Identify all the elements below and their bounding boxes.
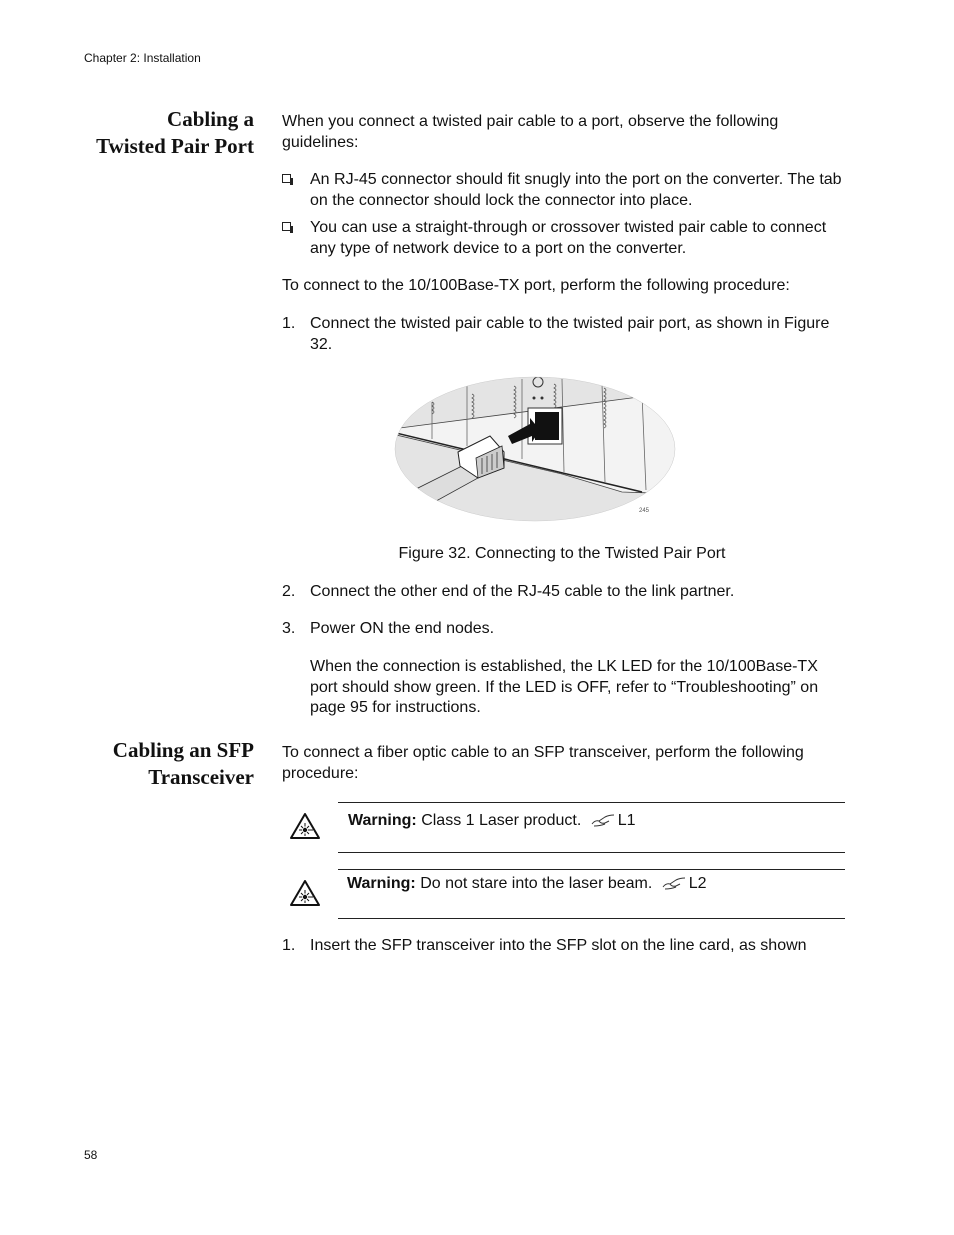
laser-warning-icon	[289, 812, 321, 840]
step-text: Connect the other end of the RJ-45 cable to the link partner.	[310, 583, 735, 600]
step-number: 2.	[282, 583, 296, 600]
heading-line-2: Transceiver	[148, 765, 254, 789]
heading-line-1: Cabling an SFP	[112, 738, 254, 762]
warning-label: Warning:	[347, 875, 416, 892]
step-3-note: When the connection is established, the LK LED for the 10/100Base-TX port should show green. If the LED is OFF, refer to “Troubleshooting” on page 95 for instructions.	[310, 658, 819, 716]
warning-code: L1	[617, 812, 636, 829]
sfp-intro: To connect a fiber optic cable to an SFP transceiver, perform the following procedure:	[282, 744, 804, 782]
pointing-hand-icon	[590, 813, 616, 827]
warning-top-rule	[338, 869, 845, 870]
warning-text	[348, 811, 845, 831]
step-number: 1.	[282, 937, 296, 954]
figure-id-label: 245	[639, 508, 650, 514]
section-heading-sfp	[40, 737, 254, 791]
step-text: Power ON the end nodes.	[310, 620, 495, 637]
step-number: 3.	[282, 620, 296, 637]
bullet-text: You can use a straight-through or crossover twisted pair cable to connect any type of network device to a port on the converter.	[310, 219, 827, 257]
warning-code: L2	[688, 875, 707, 892]
step-number: 1.	[282, 315, 296, 332]
heading-line-2: Twisted Pair Port	[96, 134, 254, 158]
section-heading-twisted-pair	[40, 106, 254, 160]
rj45-connection-figure	[392, 374, 682, 524]
warning-label: Warning:	[348, 812, 417, 829]
running-header: Chapter 2: Installation	[84, 51, 201, 65]
warning-text	[347, 874, 844, 894]
checkbox-bullet-icon	[282, 174, 291, 183]
heading-line-1: Cabling a	[167, 107, 254, 131]
warning-bottom-rule	[338, 918, 845, 919]
warning-message: Class 1 Laser product.	[421, 812, 582, 829]
figure-caption: Figure 32. Connecting to the Twisted Pair Port	[398, 545, 726, 562]
warning-message: Do not stare into the laser beam.	[420, 875, 653, 892]
pointing-hand-icon	[661, 876, 687, 890]
twisted-pair-intro: When you connect a twisted pair cable to a port, observe the following guidelines:	[282, 113, 779, 151]
warning-bottom-rule	[338, 852, 845, 853]
step-text: Insert the SFP transceiver into the SFP slot on the line card, as shown	[310, 937, 807, 954]
bullet-text: An RJ-45 connector should fit snugly into the port on the converter. The tab on the connector should lock the connector into place.	[310, 171, 842, 209]
step-text: Connect the twisted pair cable to the twisted pair port, as shown in Figure 32.	[310, 315, 830, 353]
checkbox-bullet-icon	[282, 222, 291, 231]
procedure-intro: To connect to the 10/100Base-TX port, perform the following procedure:	[282, 277, 790, 294]
warning-top-rule	[338, 802, 845, 803]
laser-warning-icon	[289, 879, 321, 907]
page-number: 58	[84, 1148, 98, 1162]
